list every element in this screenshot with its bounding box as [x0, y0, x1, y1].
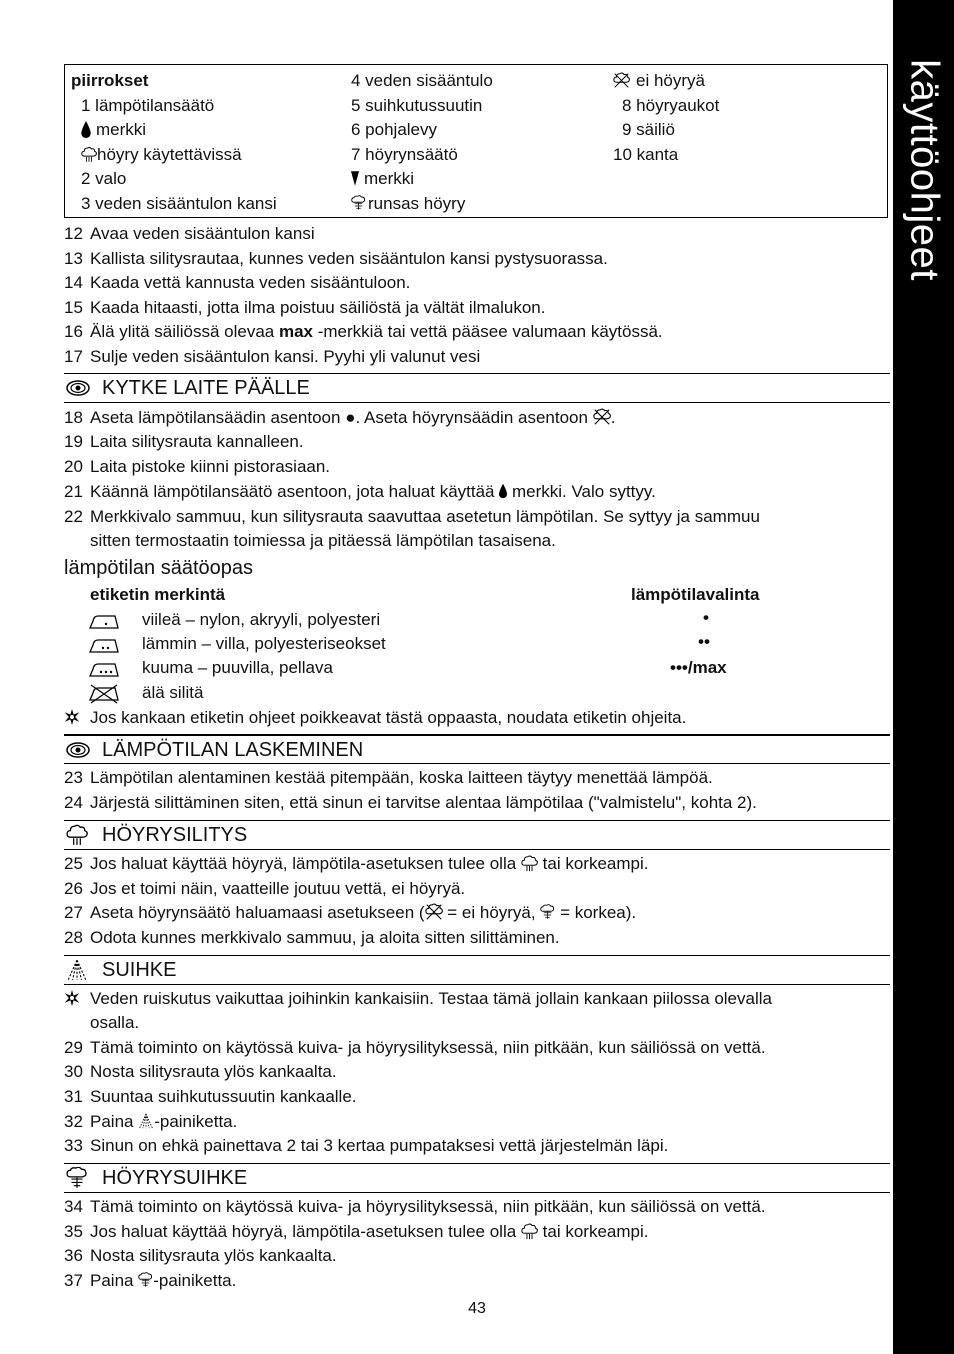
step-number: 23 [64, 768, 83, 787]
step-text: Järjestä silittäminen siten, että sinun ei tarvitse alentaa lämpötilaa ("valmistelu", kohta 2). [90, 793, 757, 812]
step-number: 35 [64, 1222, 83, 1241]
iron-three-dot-icon [88, 660, 120, 680]
step-text: Sinun on ehkä painettava 2 tai 3 kertaa pumpataksesi vettä järjestelmän läpi. [90, 1136, 669, 1155]
step-36 [64, 1246, 337, 1266]
part-item: 3 veden sisääntulon kansi [81, 193, 277, 213]
spray-icon [66, 959, 88, 981]
side-tab [893, 0, 954, 1354]
part-item: 9 säiliö [622, 120, 675, 140]
part-item: 1 lämpötilansäätö [81, 95, 215, 115]
step-21 [64, 482, 656, 502]
eye-icon [66, 380, 90, 396]
step-text: tai korkeampi. [537, 1222, 649, 1241]
side-tab-label: käyttöohjeet [902, 59, 946, 281]
step-number: 29 [64, 1038, 83, 1057]
step-19 [64, 432, 304, 452]
step-number: 16 [64, 322, 83, 341]
steam-icon [521, 1223, 538, 1240]
section-spray [64, 955, 890, 985]
step-32 [64, 1112, 237, 1132]
guide-title: lämpötilan säätöopas [64, 557, 254, 579]
step-22 [64, 507, 760, 527]
part-item [351, 192, 493, 217]
guide-note [64, 708, 686, 728]
step-number: 24 [64, 793, 83, 812]
guide-row-label: älä silitä [142, 683, 204, 702]
step-number: 13 [64, 249, 83, 268]
step-15 [64, 298, 545, 318]
step-number: 37 [64, 1271, 83, 1290]
step-13 [64, 249, 608, 269]
step-number: 36 [64, 1246, 83, 1265]
step-text: Tämä toiminto on käytössä kuiva- ja höyrysilityksessä, niin pitkään, kun säiliössä on vettä. [90, 1038, 766, 1057]
guide-row-label: lämmin – villa, polyesteriseokset [142, 634, 386, 653]
max-mark-text: max [278, 322, 314, 341]
section-title: HÖYRYSUIHKE [102, 1167, 248, 1189]
spray-note [64, 989, 772, 1009]
step-text: Sulje veden sisääntulon kansi. Pyyhi yli valunut vesi [90, 347, 481, 366]
guide-row-label: kuuma – puuvilla, pellava [142, 658, 333, 677]
step-33 [64, 1136, 668, 1156]
iron-one-dot-icon [88, 612, 120, 632]
step-14 [64, 273, 410, 293]
step-text: Käännä lämpötilansäätö asentoon, jota haluat käyttää [90, 482, 500, 501]
step-text: Jos haluat käyttää höyryä, lämpötila-asetuksen tulee olla [90, 1222, 521, 1241]
no-steam-icon [425, 903, 443, 921]
step-26 [64, 879, 465, 899]
section-title: SUIHKE [102, 959, 177, 981]
section-steam-spray [64, 1163, 890, 1193]
step-text: . [610, 408, 616, 427]
step-number: 12 [64, 224, 83, 243]
part-item: 10 kanta [613, 144, 679, 164]
section-title: KYTKE LAITE PÄÄLLE [102, 377, 310, 399]
step-text: Älä ylitä säiliössä olevaa [90, 322, 279, 341]
step-text: Nosta silitysrauta ylös kankaalta. [90, 1062, 337, 1081]
do-not-iron-icon [88, 684, 120, 704]
dot-icon: ● [345, 408, 356, 427]
iron-two-dot-icon [88, 636, 120, 656]
steam-icon [521, 855, 538, 872]
warning-star-icon [64, 990, 80, 1006]
step-text: Merkkivalo sammuu, kun silitysrauta saavuttaa asetetun lämpötilan. Se syttyy ja sammuu [90, 507, 760, 526]
step-text: Kallista silitysrautaa, kunnes veden sisääntulon kansi pystysuorassa. [90, 249, 608, 268]
step-text: -painiketta. [153, 1271, 237, 1290]
step-20 [64, 457, 330, 477]
guide-row-label: viileä – nylon, akryyli, polyesteri [142, 610, 381, 629]
step-text: = korkea). [555, 903, 637, 922]
step-text: Odota kunnes merkkivalo sammuu, ja aloita sitten silittäminen. [90, 928, 560, 947]
part-item: 8 höyryaukot [622, 95, 720, 115]
section-steam-ironing [64, 820, 890, 850]
step-text: Avaa veden sisääntulon kansi [90, 224, 315, 243]
section-switch-on [64, 373, 890, 403]
parts-col-1 [71, 69, 277, 217]
step-27 [64, 903, 636, 923]
guide-row-dots: •• [698, 632, 710, 651]
parts-col-2 [351, 69, 493, 217]
guide-row-dots: •••/max [670, 658, 727, 677]
step-number: 32 [64, 1112, 83, 1131]
step-text: -painiketta. [154, 1112, 238, 1131]
step-25 [64, 854, 648, 874]
part-item-label: merkki [364, 169, 415, 189]
section-title: LÄMPÖTILAN LASKEMINEN [102, 739, 364, 761]
step-text: tai korkeampi. [537, 854, 649, 873]
step-34 [64, 1197, 766, 1217]
step-number: 27 [64, 903, 83, 922]
step-35 [64, 1222, 648, 1242]
step-24 [64, 793, 757, 813]
no-steam-icon [593, 408, 611, 426]
note-text: Jos kankaan etiketin ohjeet poikkeavat tästä oppaasta, noudata etiketin ohjeita. [90, 708, 687, 727]
step-18 [64, 408, 615, 428]
step-number: 30 [64, 1062, 83, 1081]
step-text: . Aseta höyrynsäädin asentoon [355, 408, 593, 427]
parts-title: piirrokset [71, 71, 149, 90]
step-number: 14 [64, 273, 83, 292]
note-text: Veden ruiskutus vaikuttaa joihinkin kankaisiin. Testaa tämä jollain kankaan piilossa olevalla [90, 989, 772, 1008]
step-number: 17 [64, 347, 83, 366]
part-item-label: höyry käytettävissä [97, 144, 242, 164]
section-title: HÖYRYSILITYS [102, 824, 248, 846]
steam-icon [66, 824, 88, 846]
step-text: = ei höyryä, [442, 903, 541, 922]
step-text: Paina [90, 1112, 139, 1131]
step-16 [64, 322, 663, 342]
step-number: 15 [64, 298, 83, 317]
part-item-label: merkki [96, 120, 147, 140]
step-22-cont: sitten termostaatin toimiessa ja pitäessä lämpötilan tasaisena. [90, 531, 556, 550]
steam-drop-icon [351, 170, 359, 187]
step-text: Suuntaa suihkutussuutin kankaalle. [90, 1087, 357, 1106]
part-item: 7 höyrynsäätö [351, 144, 458, 164]
step-12 [64, 224, 315, 244]
page-number: 43 [468, 1300, 486, 1317]
spray-note-cont: osalla. [90, 1013, 140, 1032]
guide-head-left: etiketin merkintä [90, 585, 226, 604]
step-text: Lämpötilan alentaminen kestää pitempään, koska laitteen täytyy menettää lämpöä. [90, 768, 713, 787]
part-item: 6 pohjalevy [351, 120, 438, 140]
step-28 [64, 928, 560, 948]
parts-col-3 [613, 69, 719, 167]
part-item-label: ei höyryä [636, 71, 705, 90]
step-number: 25 [64, 854, 83, 873]
part-item: 2 valo [81, 169, 127, 189]
max-steam-icon [138, 1271, 153, 1289]
no-steam-icon [613, 72, 630, 89]
spray-icon [138, 1112, 154, 1130]
step-number: 26 [64, 879, 83, 898]
step-text: Paina [90, 1271, 139, 1290]
part-item [351, 167, 493, 192]
step-number: 33 [64, 1136, 83, 1155]
step-number: 19 [64, 432, 83, 451]
part-item: 5 suihkutussuutin [351, 95, 483, 115]
step-23 [64, 768, 713, 788]
step-number: 34 [64, 1197, 83, 1216]
step-text: Kaada vettä kannusta veden sisääntuloon. [90, 273, 411, 292]
step-text: -merkkiä tai vettä pääsee valumaan käytössä. [313, 322, 663, 341]
guide-head-right: lämpötilavalinta [631, 585, 760, 604]
step-number: 22 [64, 507, 83, 526]
step-17 [64, 347, 480, 367]
step-number: 18 [64, 408, 83, 427]
part-item [71, 143, 277, 168]
step-29 [64, 1038, 766, 1058]
step-text: Jos haluat käyttää höyryä, lämpötila-asetuksen tulee olla [90, 854, 521, 873]
steam-icon [81, 146, 97, 163]
max-steam-icon [351, 194, 366, 212]
step-text: Kaada hitaasti, jotta ilma poistuu säiliöstä ja vältät ilmalukon. [90, 298, 546, 317]
step-text: Aseta lämpötilansäädin asentoon [90, 408, 346, 427]
section-lowering-temperature [64, 734, 890, 764]
temperature-drop-icon [81, 121, 91, 138]
part-item-label: runsas höyry [368, 193, 466, 213]
part-item: 4 veden sisääntulo [351, 71, 493, 90]
step-37 [64, 1271, 236, 1291]
max-steam-icon [540, 903, 555, 921]
step-number: 28 [64, 928, 83, 947]
step-number: 20 [64, 457, 83, 476]
parts-box [64, 64, 888, 218]
step-text: merkki. Valo syttyy. [507, 482, 656, 501]
step-30 [64, 1062, 337, 1082]
step-text: Jos et toimi näin, vaatteille joutuu vettä, ei höyryä. [90, 879, 466, 898]
step-text: Laita silitysrauta kannalleen. [90, 432, 304, 451]
step-number: 31 [64, 1087, 83, 1106]
part-item [613, 69, 719, 94]
guide-row-dots: • [703, 608, 709, 627]
step-31 [64, 1087, 357, 1107]
warning-star-icon [64, 709, 80, 725]
step-text: Nosta silitysrauta ylös kankaalta. [90, 1246, 337, 1265]
step-text: Aseta höyrynsäätö haluamaasi asetukseen ( [90, 903, 425, 922]
step-text: Tämä toiminto on käytössä kuiva- ja höyrysilityksessä, niin pitkään, kun säiliössä on vettä. [90, 1197, 766, 1216]
eye-icon [66, 742, 90, 758]
max-steam-icon [66, 1167, 88, 1189]
step-text: Laita pistoke kiinni pistorasiaan. [90, 457, 331, 476]
step-number: 21 [64, 482, 83, 501]
part-item [71, 118, 277, 143]
